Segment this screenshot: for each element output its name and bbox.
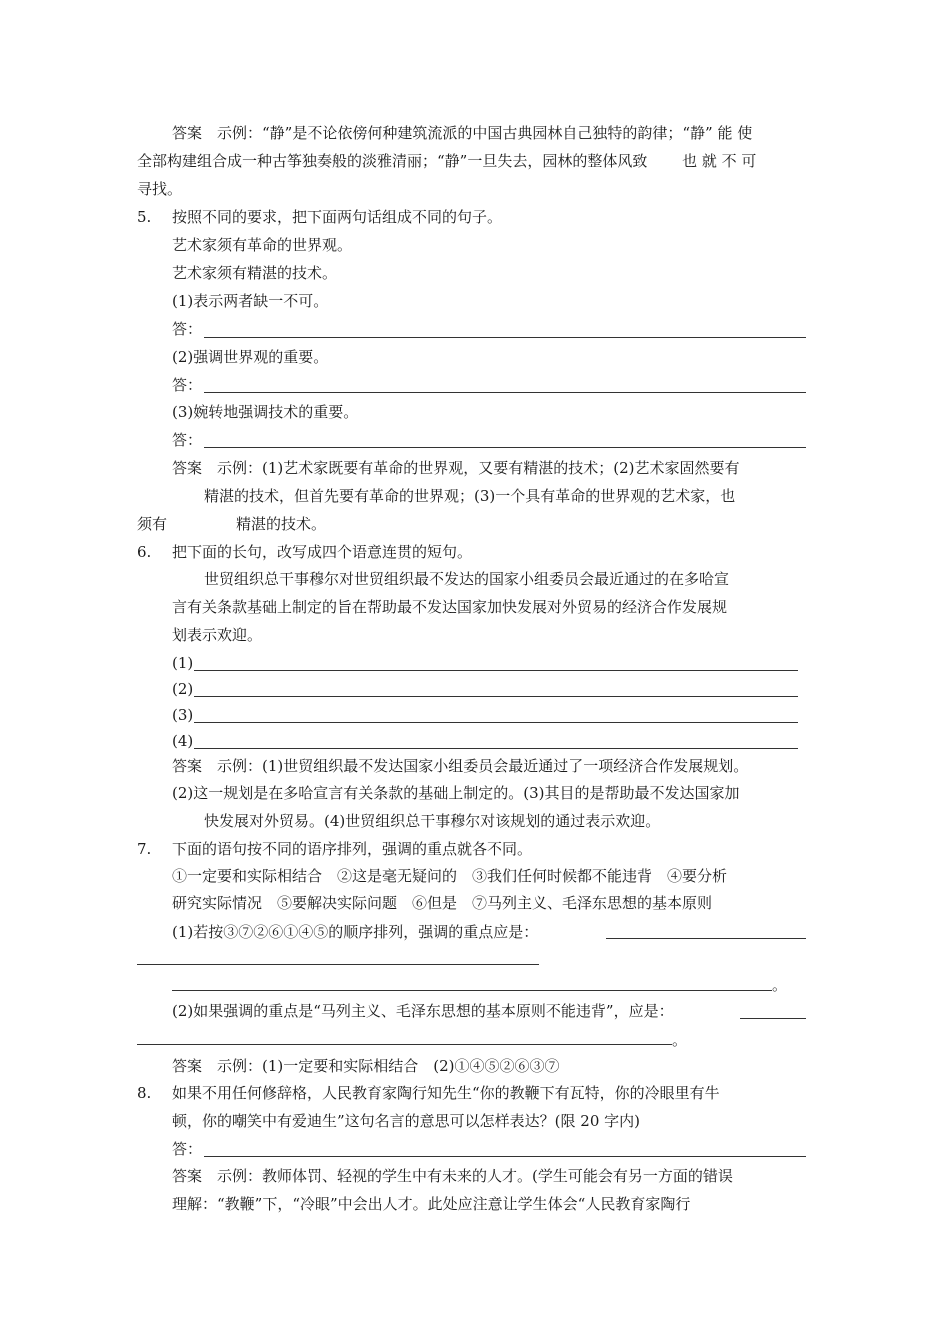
q6-answer-line-1: 答案 示例：(1)世贸组织最不发达国家小组委员会最近通过了一项经济合作发展规划。: [172, 757, 749, 775]
q8-stem-line-2: 顿，你的嘲笑中有爱迪生”这句名言的意思可以怎样表达？(限 20 字内): [172, 1112, 640, 1130]
q6-blank-label-1: (1): [172, 654, 194, 672]
q6-stem: 把下面的长句，改写成四个语意连贯的短句。: [172, 543, 473, 561]
q4-answer-line-1: 答案 示例：“静”是不论依傍何种建筑流派的中国古典园林自己独特的韵律；“静” 能 使: [172, 124, 753, 142]
q5-answer-blank-3[interactable]: [204, 447, 806, 448]
q7-period-1: 。: [772, 976, 788, 994]
q5-answer-line-3b: 精湛的技术。: [236, 515, 327, 533]
q8-stem-line-1: 如果不用任何修辞格，人民教育家陶行知先生“你的教鞭下有瓦特，你的冷眼里有牛: [172, 1084, 720, 1102]
q5-sentence-1: 艺术家须有革命的世界观。: [172, 236, 353, 254]
q7-subquestion-2: (2)如果强调的重点是“马列主义、毛泽东思想的基本原则不能违背”，应是：: [172, 1002, 674, 1020]
q7-answer-blank-2a[interactable]: [740, 1018, 806, 1019]
q8-number: 8.: [137, 1084, 152, 1102]
q6-answer-blank-4[interactable]: [194, 748, 798, 749]
q7-answer-blank-1b[interactable]: [137, 964, 539, 965]
q4-answer-line-3: 寻找。: [137, 180, 183, 198]
q5-answer-label-3: 答：: [172, 431, 203, 449]
q4-answer-line-2: 全部构建组合成一种古筝独奏般的淡雅清丽；“静”一旦失去，园林的整体风致 也 就 不 可: [137, 152, 757, 170]
q5-answer-line-3a: 须有: [137, 515, 168, 533]
q5-answer-blank-2[interactable]: [204, 392, 806, 393]
q5-answer-label-2: 答：: [172, 376, 203, 394]
q7-answer-blank-2b[interactable]: [137, 1044, 672, 1045]
q6-passage-line-2: 言有关条款基础上制定的旨在帮助最不发达国家加快发展对外贸易的经济合作发展规: [172, 598, 728, 616]
q6-blank-label-2: (2): [172, 680, 194, 698]
q6-answer-line-3: 快发展对外贸易。(4)世贸组织总干事穆尔对该规划的通过表示欢迎。: [204, 812, 661, 830]
q6-answer-blank-3[interactable]: [194, 722, 798, 723]
q7-number: 7.: [137, 840, 152, 858]
q5-stem: 按照不同的要求，把下面两句话组成不同的句子。: [172, 208, 503, 226]
q7-answer: 答案 示例：(1)一定要和实际相结合 (2)①④⑤②⑥③⑦: [172, 1057, 560, 1075]
q7-stem: 下面的语句按不同的语序排列，强调的重点就各不同。: [172, 840, 533, 858]
q7-answer-blank-1c[interactable]: [172, 990, 772, 991]
q5-subquestion-2: (2)强调世界观的重要。: [172, 348, 329, 366]
q7-subquestion-1: (1)若按③⑦②⑥①④⑤的顺序排列，强调的重点应是：: [172, 923, 539, 941]
q6-passage-line-3: 划表示欢迎。: [172, 626, 263, 644]
q8-answer-label: 答：: [172, 1140, 203, 1158]
q5-sentence-2: 艺术家须有精湛的技术。: [172, 264, 338, 282]
q8-answer-blank[interactable]: [204, 1156, 806, 1157]
q6-passage-line-1: 世贸组织总干事穆尔对世贸组织最不发达的国家小组委员会最近通过的在多哈宣: [204, 570, 730, 588]
q6-blank-label-3: (3): [172, 706, 194, 724]
q5-answer-label-1: 答：: [172, 320, 203, 338]
q6-answer-blank-1[interactable]: [194, 670, 798, 671]
q5-answer-blank-1[interactable]: [204, 337, 806, 338]
q6-answer-blank-2[interactable]: [194, 696, 798, 697]
q6-answer-line-2: (2)这一规划是在多哈宣言有关条款的基础上制定的。(3)其目的是帮助最不发达国家加: [172, 784, 740, 802]
q5-answer-line-1: 答案 示例：(1)艺术家既要有革命的世界观，又要有精湛的技术；(2)艺术家固然要有: [172, 459, 740, 477]
q5-number: 5.: [137, 208, 152, 226]
q7-answer-blank-1a[interactable]: [606, 938, 806, 939]
q8-answer-line-2: 理解：“教鞭”下，“冷眼”中会出人才。此处应注意让学生体会“人民教育家陶行: [172, 1195, 691, 1213]
q7-period-2: 。: [672, 1031, 688, 1049]
q7-items-line-1: ①一定要和实际相结合 ②这是毫无疑问的 ③我们任何时候都不能违背 ④要分析: [172, 867, 728, 885]
q8-answer-line-1: 答案 示例：教师体罚、轻视的学生中有未来的人才。(学生可能会有另一方面的错误: [172, 1167, 733, 1185]
q5-subquestion-1: (1)表示两者缺一不可。: [172, 292, 329, 310]
q6-blank-label-4: (4): [172, 732, 194, 750]
q5-subquestion-3: (3)婉转地强调技术的重要。: [172, 403, 359, 421]
q6-number: 6.: [137, 543, 152, 561]
q7-items-line-2: 研究实际情况 ⑤要解决实际问题 ⑥但是 ⑦马列主义、毛泽东思想的基本原则: [172, 894, 713, 912]
q5-answer-line-2: 精湛的技术，但首先要有革命的世界观；(3)一个具有革命的世界观的艺术家，也: [204, 487, 736, 505]
